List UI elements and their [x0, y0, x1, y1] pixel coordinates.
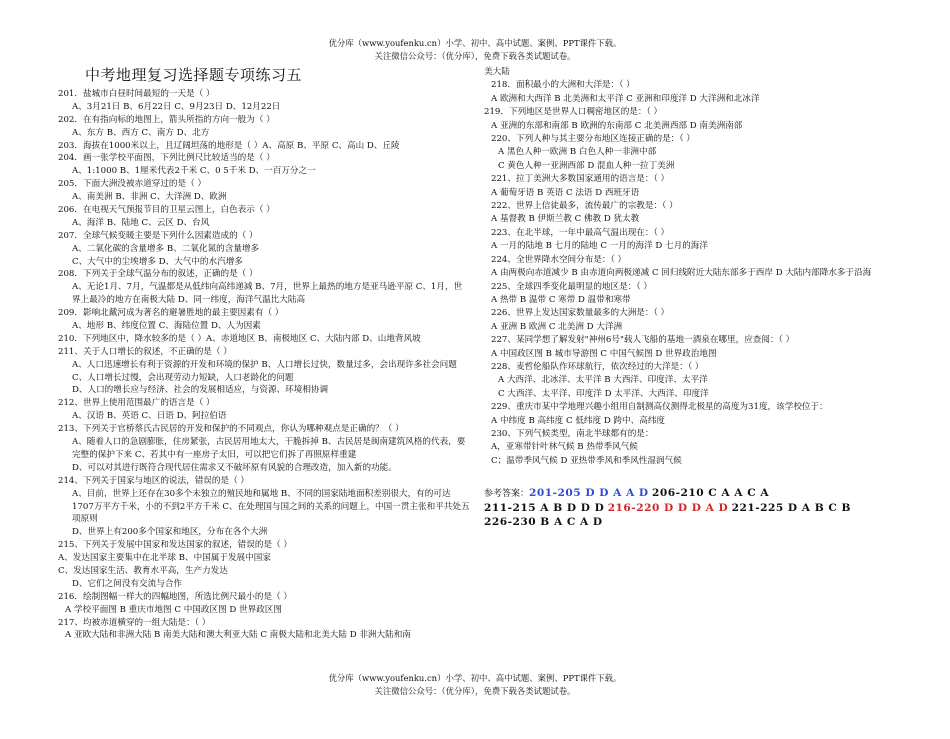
question-line: 211、关于人口增长的叙述，不正确的是（ ）	[58, 346, 232, 357]
question-line: 230、下列气候类型，南北半球都有的是：	[491, 428, 654, 439]
question-line: 227、某同学想了解发射"神州6号"载人飞船的基地一酒泉在哪里，应查阅：（ ）	[491, 335, 795, 346]
question-line: A 中国政区图 B 城市导游图 C 中国气候图 D 世界政治地图	[491, 348, 717, 359]
question-line: A、3月21日 B、6月22日 C、9月23日 D、12月22日	[72, 101, 281, 112]
question-line: A、人口迅速增长有利于资源的开发和环境的保护 B、人口增长过快，数量过多，会出现许多社会问题 C、人口增长过慢，会出现劳动力短缺，人口老龄化的问题	[72, 359, 457, 383]
question-line: 214、下列关于国家与地区的说法，错误的是（ ）	[58, 475, 250, 486]
question-line: 218．面积最小的大洲和大洋是：（ ）	[491, 80, 635, 91]
question-line: 204．画一张学校平面图，下列比例尺比较适当的是（ ）	[58, 153, 275, 164]
question-line: A 欧洲和大西洋 B 北美洲和太平洋 C 亚洲和印度洋 D 大洋洲和北冰洋	[491, 93, 760, 104]
question-line: 210．下列地区中，降水较多的是（ ）A、赤道地区 B、南极地区 C、大陆内部 D、山地背风坡	[58, 333, 421, 344]
question-line: A、二氧化碳的含量增多 B、二氧化氮的含量增多	[72, 243, 260, 254]
footer-line-2: 关注微信公众号：（优分库），免费下载各类试题试卷。	[374, 686, 576, 696]
left-question-list	[58, 88, 470, 642]
question-line: C、大气中的尘埃增多 D、大气中的水汽增多	[72, 256, 243, 267]
question-line: A、南美洲 B、非洲 C、大洋洲 D、欧洲	[72, 192, 227, 203]
page-title: 中考地理复习选择题专项练习五	[85, 66, 303, 84]
question-line: 美大陆	[484, 67, 510, 77]
question-line: D、可以对其进行既符合现代居住需求又不破坏原有风貌的合理改造，加入新的功能。	[72, 462, 397, 473]
question-line: 207．全球气候变暖主要是下列什么因素造成的（ ）	[58, 230, 258, 241]
question-line: A 中纬度 B 高纬度 C 低纬度 D 跨中、高纬度	[491, 415, 666, 426]
answer-range-201-205: 201-205 D D A A D	[529, 487, 649, 500]
question-line: A 亚洲的东部和南部 B 欧洲的东南部 C 北美洲西部 D 南美洲南部	[491, 120, 743, 131]
right-question-list	[484, 66, 899, 468]
question-line: 220、下列人种与其主要分布地区连接正确的是：（ ）	[491, 134, 695, 145]
question-line: A、汉语 B、英语 C、日语 D、阿拉伯语	[72, 411, 227, 422]
page-footer	[0, 672, 950, 698]
question-line: A、1:1000 B、1厘米代表2千米 C、0 5千米 D、一百万分之一	[72, 166, 316, 177]
page-header	[0, 37, 950, 63]
question-line: D、世界上有200多个国家和地区，分布在各个大洲	[72, 527, 268, 538]
question-line: 202．在有指向标的地图上，箭头所指的方向一般为（ ）	[58, 114, 275, 125]
question-line: A 黑色人种一欧洲 B 白色人种一非洲中部	[498, 147, 657, 158]
question-line: 205．下面大洲没被赤道穿过的是（ ）	[58, 179, 207, 190]
footer-line-1: 优分库（www.youfenku.cn）小学、初中、高中试题、案例、PPT课件下载。	[328, 673, 622, 683]
question-line: D、它们之间没有交流与合作	[72, 578, 183, 589]
question-line: 201．盐城市白昼时间最短的一天是（ ）	[58, 89, 215, 99]
answer-range-226-230: 226-230 B A C A D	[484, 516, 603, 529]
question-line: A 由两极向赤道减少 B 由赤道向两极递减 C 回归线附近大陆东部多于西岸 D 大陆内部降水多于沿海	[491, 268, 872, 279]
question-line: 223、在北半球，一年中最高气温出现在：（ ）	[491, 227, 670, 238]
question-line: 216．绘制图幅一样大的四幅地图，所选比例尺最小的是（ ）	[58, 591, 292, 602]
question-line: D、人口的增长应与经济、社会的发展相适应，与资源、环境相协调	[72, 385, 329, 396]
question-line: A 基督教 B 伊斯兰教 C 佛教 D 犹太教	[491, 214, 640, 225]
question-line: 228、麦哲伦船队作环球航行，依次经过的大洋是：（ ）	[491, 361, 704, 372]
question-line: 219．下列地区是世界人口稠密地区的是：（ ）	[484, 107, 663, 118]
question-line: 208．下列关于全球气温分布的叙述，正确的是（ ）	[58, 269, 258, 280]
question-line: 215、下列关于发展中国家和发达国家的叙述，错误的是（ ）	[58, 540, 292, 551]
question-line: 224、全世界降水空间分布是：（ ）	[491, 254, 627, 265]
question-line: A、海洋 B、陆地 C、云区 D、台风	[72, 217, 210, 228]
question-line: A、随着人口的急剧膨胀，住房紧张，古民居用地太大，干脆拆掉 B、古民居是闽南建筑风格的代表，要完整的保护下来 C、若其中有一座房子太旧，可以把它们拆了再照原样重建	[72, 437, 466, 460]
question-line: 221、拉丁美洲大多数国家通用的语言是：（ ）	[491, 174, 670, 185]
answer-range-211-215: 211-215 A B D D D	[484, 502, 605, 515]
question-line: 222、世界上信徒最多，流传最广的宗教是：（ ）	[491, 201, 678, 212]
question-line: 212、世界上使用范围最广的语言是（ ）	[58, 398, 215, 409]
question-line: 229、重庆市某中学地理兴趣小组用自制测高仪测得北极星的高度为31度，该学校位于：	[491, 402, 828, 413]
question-line: A、目前，世界上还存在30多个未独立的殖民地和属地 B、不同的国家陆地面积差别很大，有的可达1707万平方千米，小的不到2平方千米 C、在处理国与国之间的关系的问题上，中国一贯主张和平共处五项原则	[72, 488, 470, 525]
question-line: A、无论1月、7月，气温都是从低纬向高纬递减 B、7月，世界上最热的地方是亚马逊平原 C、1月，世界上最冷的地方在南极大陆 D、同一纬度，海洋气温比大陆高	[72, 282, 463, 306]
question-line: 206．在电视天气预报节目的卫星云图上，白色表示（ ）	[58, 205, 275, 216]
question-line: A，亚寒带针叶林气候 B 热带季风气候	[491, 442, 638, 453]
question-line: 217、均被赤道横穿的一组大陆是：（ ）	[58, 617, 211, 628]
left-column	[58, 66, 470, 642]
question-line: A 亚欧大陆和非洲大陆 B 南美大陆和澳大利亚大陆 C 南极大陆和北美大陆 D 非洲大陆和南	[65, 630, 411, 641]
question-line: A、发达国家主要集中在北半球 B、中国属于发展中国家	[58, 553, 271, 564]
question-line: A 热带 B 温带 C 寒带 D 温带和寒带	[491, 294, 631, 305]
question-line: C 黄色人种一亚洲西部 D 混血人种一拉丁美洲	[498, 160, 675, 171]
question-line: A、东方 B、西方 C、南方 D、北方	[72, 127, 210, 138]
right-column	[484, 66, 899, 529]
question-line: C；温带季风气候 D 亚热带季风和季风性湿润气候	[491, 455, 682, 466]
answer-range-206-210: 206-210 C A A C A	[651, 487, 770, 500]
question-line: A 葡萄牙语 B 英语 C 法语 D 西班牙语	[491, 187, 640, 198]
question-line: 225、全球四季变化最明显的地区是：（ ）	[491, 281, 652, 292]
answer-range-216-220: 216-220 D D D A D	[607, 502, 729, 515]
answer-key	[484, 486, 899, 529]
question-line: 209．影响北戴河成为著名的避暑胜地的最主要因素有（ ）	[58, 308, 284, 319]
question-line: C 大西洋、太平洋、印度洋 D 太平洋、大西洋、印度洋	[498, 388, 709, 399]
answer-range-221-225: 221-225 D A B C B	[731, 502, 851, 515]
question-line: A 一月的陆地 B 七月的陆地 C 一月的海洋 D 七月的海洋	[491, 241, 708, 252]
question-line: A 大西洋、北冰洋、太平洋 B 大西洋、印度洋、太平洋	[498, 375, 708, 386]
question-line: A、地形 B、纬度位置 C、海陆位置 D、人为因素	[72, 321, 261, 332]
question-line: A 亚洲 B 欧洲 C 北美洲 D 大洋洲	[491, 321, 623, 332]
header-line-2: 关注微信公众号：（优分库），免费下载各类试题试卷。	[374, 51, 576, 61]
question-line: 203．海拔在1000米以上，且辽阔坦荡的地形是（ ）A、高原 B、平原 C、高山 D、丘陵	[58, 140, 400, 151]
answer-key-label: 参考答案：	[484, 489, 530, 500]
question-line: C、发达国家生活、教育水平高，生产力发达	[58, 565, 228, 576]
question-line: 213、下列关于官桥蔡氏古民居的开发和保护的不同观点，你认为哪种观点是正确的？（ ）	[58, 424, 404, 435]
question-line: A 学校平面图 B 重庆市地图 C 中国政区图 D 世界政区图	[65, 604, 282, 615]
question-line: 226、世界上发达国家数量最多的大洲是：（ ）	[491, 308, 670, 319]
header-line-1: 优分库（www.youfenku.cn）小学、初中、高中试题、案例、PPT课件下载。	[328, 38, 622, 48]
